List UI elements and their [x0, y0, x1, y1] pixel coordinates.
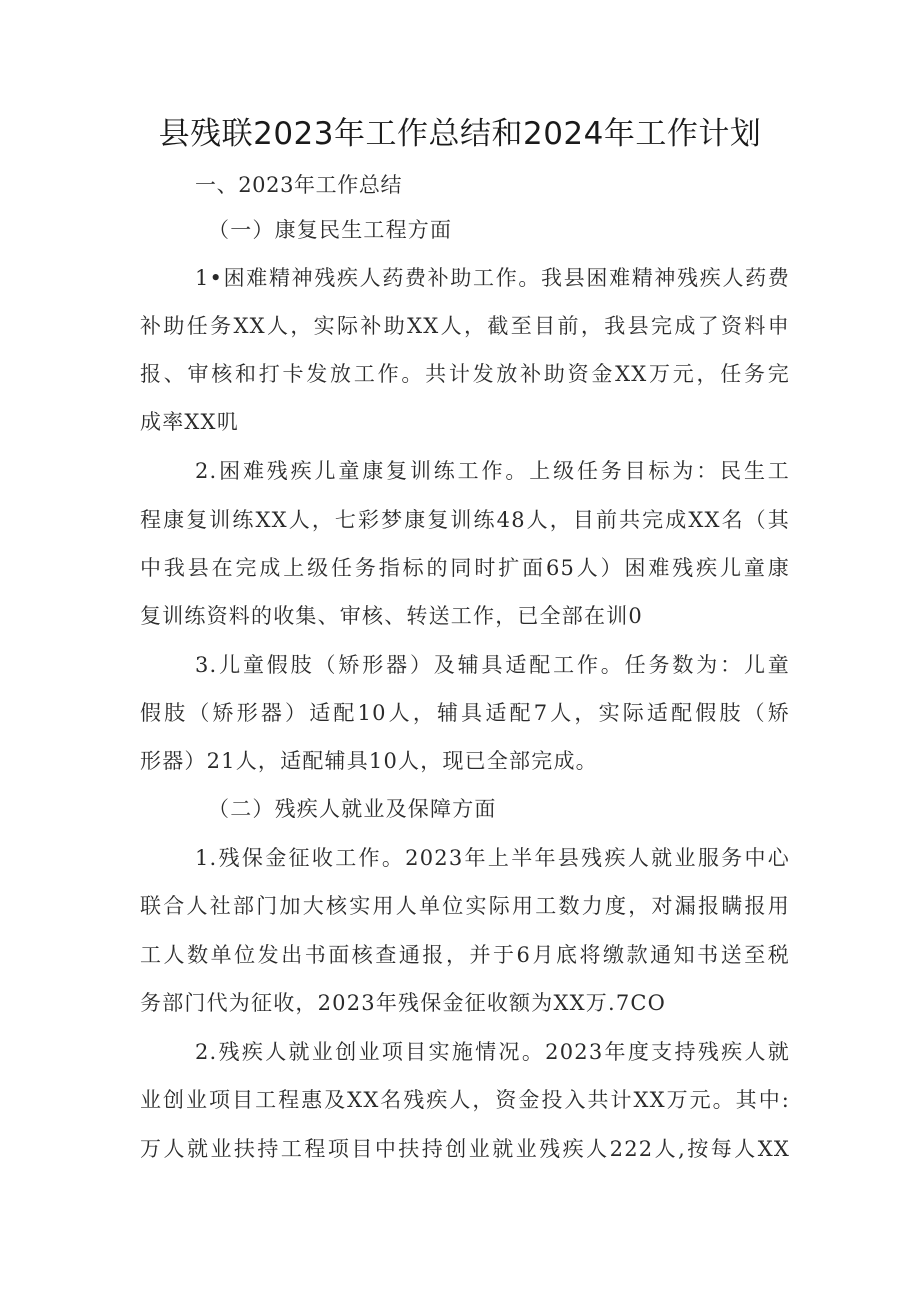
paragraph-line: 万人就业扶持工程项目中扶持创业就业残疾人222人,按每人XX — [140, 1137, 790, 1161]
paragraph-line: 假肢（矫形器）适配10人，辅具适配7人，实际适配假肢（矫 — [140, 701, 790, 725]
paragraph-line: 1•困难精神残疾人药费补助工作。我县困难精神残疾人药费 — [195, 266, 790, 290]
section-heading: 一、2023年工作总结 — [195, 173, 403, 197]
paragraph-line: 联合人社部门加大核实用人单位实际用工数力度，对漏报瞒报用 — [140, 894, 790, 918]
paragraph-line: 2.困难残疾儿童康复训练工作。上级任务目标为：民生工 — [195, 459, 790, 483]
paragraph-line: 补助任务XX人，实际补助XX人，截至目前，我县完成了资料申 — [140, 314, 790, 338]
paragraph-line: 中我县在完成上级任务指标的同时扩面65人）困难残疾儿童康 — [140, 556, 790, 580]
paragraph-line: 业创业项目工程惠及XX名残疾人，资金投入共计XX万元。其中: — [140, 1088, 790, 1112]
paragraph-line: 报、审核和打卡发放工作。共计发放补助资金XX万元，任务完 — [140, 362, 790, 386]
paragraph-line: 形器）21人，适配辅具10人，现已全部完成。 — [140, 749, 598, 773]
paragraph-line: 2.残疾人就业创业项目实施情况。2023年度支持残疾人就 — [195, 1040, 790, 1064]
paragraph-line: 务部门代为征收，2023年残保金征收额为XX万.7CO — [140, 991, 667, 1015]
subsection-heading: （一）康复民生工程方面 — [208, 218, 453, 242]
subsection-heading: （二）残疾人就业及保障方面 — [208, 797, 497, 821]
paragraph-line: 成率XX叽 — [140, 410, 239, 434]
paragraph-line: 复训练资料的收集、审核、转送工作，已全部在训0 — [140, 604, 643, 628]
document-title: 县残联2023年工作总结和2024年工作计划 — [158, 116, 762, 152]
paragraph-line: 程康复训练XX人，七彩梦康复训练48人，目前共完成XX名（其 — [140, 508, 790, 532]
paragraph-line: 工人数单位发出书面核查通报，并于6月底将缴款通知书送至税 — [140, 943, 790, 967]
paragraph-line: 3.儿童假肢（矫形器）及辅具适配工作。任务数为：儿童 — [195, 653, 790, 677]
paragraph-line: 1.残保金征收工作。2023年上半年县残疾人就业服务中心 — [195, 846, 790, 870]
